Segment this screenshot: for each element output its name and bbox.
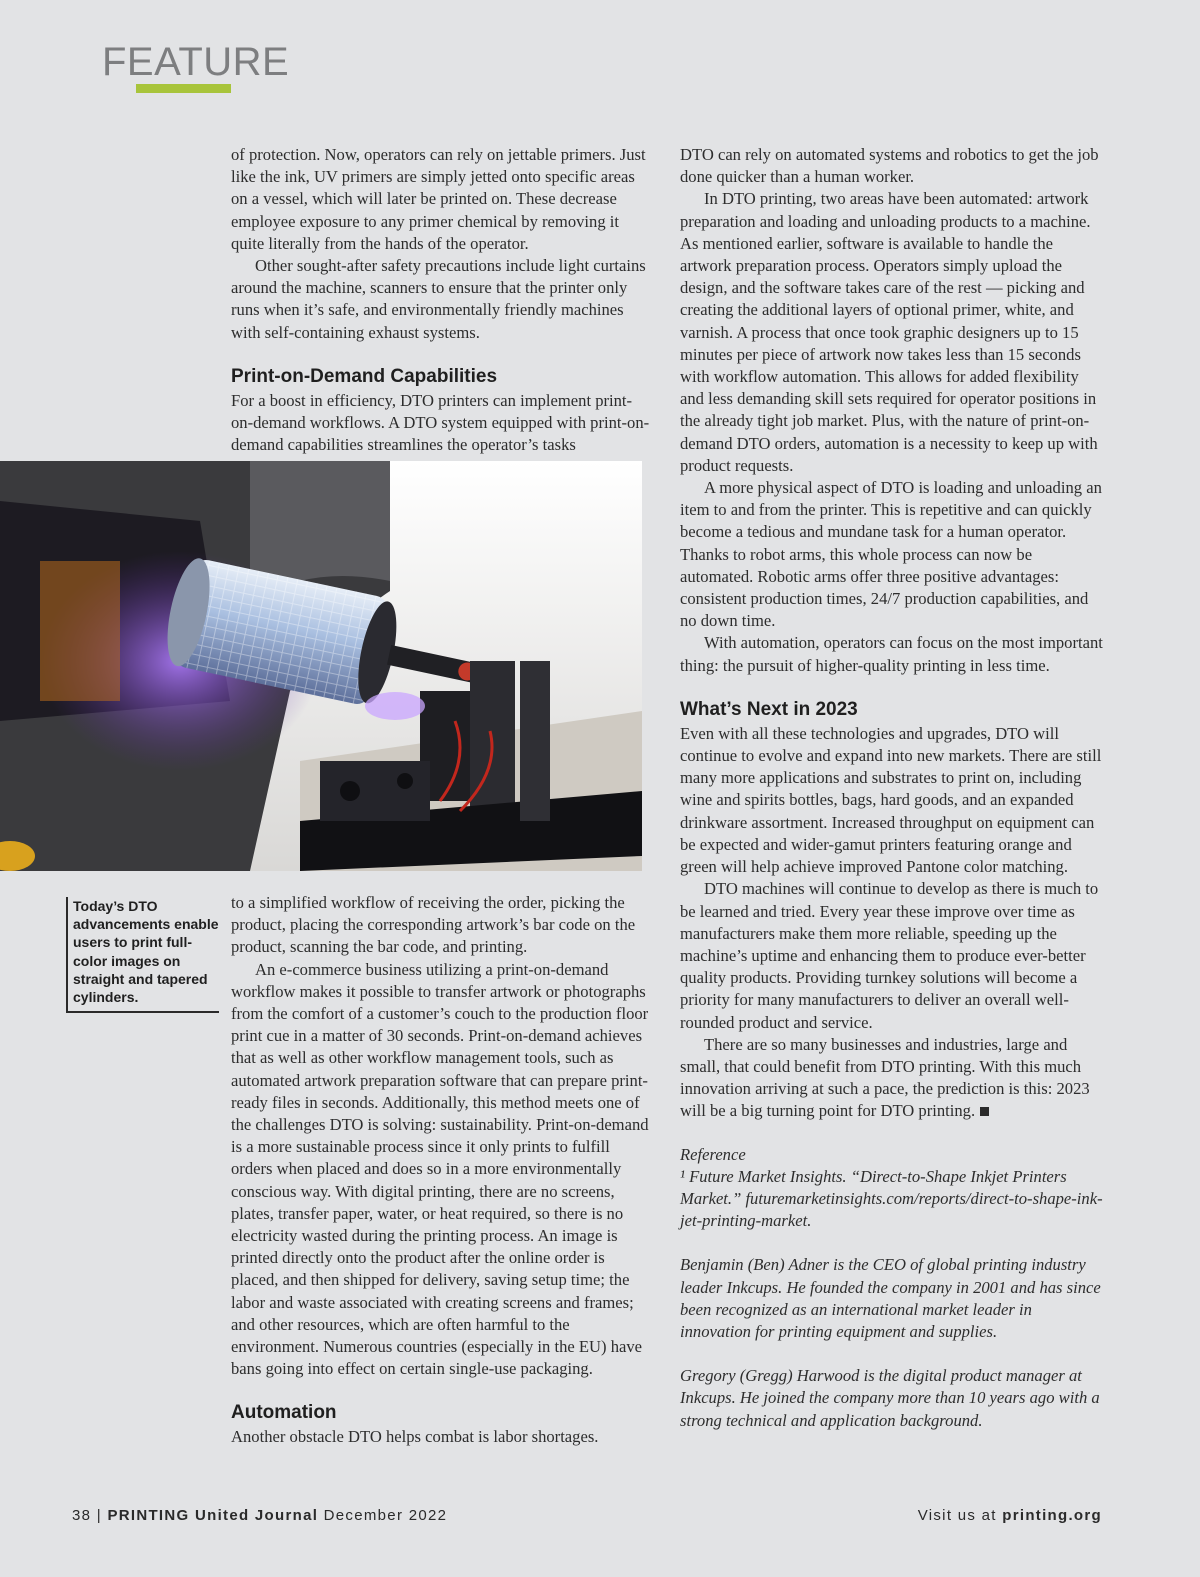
column-left-bottom — [231, 892, 653, 1449]
author-bio: Benjamin (Ben) Adner is the CEO of global printing industry leader Inkcups. He founded the company in 2001 and has since been recognized as an international market leader in innovation for printing equipment and supplies. — [680, 1255, 1101, 1341]
printer-photo — [0, 461, 642, 871]
paragraph: DTO machines will continue to develop as there is much to be learned and tried. Every year these improve over time as manufacturers make them more reliable, speeding up the machine’s uptime and enhancing them to produce ever-better quality products. Providing turnkey solutions will become a priority for many manufacturers to deliver an overall well-rounded product and service. — [680, 879, 1099, 1032]
paragraph: Other sought-after safety precautions include light curtains around the machine, scanners to ensure that the printer only runs when it’s safe, and environmentally friendly machines with self-containing exhaust systems. — [231, 256, 646, 342]
column-left-top — [231, 144, 653, 456]
heading-print-on-demand: Print-on-Demand Capabilities — [231, 365, 498, 387]
page-number: 38 — [72, 1507, 92, 1524]
issue-date: December 2022 — [323, 1507, 448, 1524]
column-right — [680, 144, 1104, 1432]
paragraph-text: There are so many businesses and industries, large and small, that could benefit from DTO printing. With this much innovation arriving at such a pace, the prediction is this: 2023 will be a big turning point for DTO printing. — [680, 1034, 1090, 1121]
paragraph: In DTO printing, two areas have been automated: artwork preparation and loading and unloading products to a machine. As mentioned earlier, software is available to handle the artwork preparation process. Operators simply upload the design, and the software takes care of the rest — picking and creating the additional layers of optional primer, white, and varnish. A process that once took graphic designers up to 15 minutes per piece of artwork now takes less than 15 seconds with workflow automation. This allows for added flexibility and less demanding skill sets required for operator positions in the already tight job market. Plus, with the nature of print-on-demand DTO orders, automation is a necessity to keep up with product requests. — [680, 189, 1098, 475]
reference-text: ¹ Future Market Insights. “Direct-to-Shape Inkjet Printers Market.” futuremarketinsights.com/reports/direct-to-shape-ink-jet-printing-market. — [680, 1166, 1103, 1231]
footer-separator: | — [96, 1507, 102, 1524]
footer-right — [918, 1505, 1102, 1527]
section-accent-bar — [136, 84, 231, 93]
publication-name: PRINTING United Journal — [107, 1507, 319, 1524]
paragraph: of protection. Now, operators can rely on jettable primers. Just like the ink, UV primers are simply jetted onto specific areas on a vessel, which will later be printed on. These decrease employee exposure to any primer chemical by removing it quite literally from the hands of the operator. — [231, 145, 646, 253]
paragraph — [680, 1034, 1104, 1123]
photo-caption: Today’s DTO advancements enable users to print full-color images on straight and tapered cylinders. — [66, 897, 219, 1013]
paragraph: For a boost in efficiency, DTO printers can implement print-on-demand workflows. A DTO system equipped with print-on-demand capabilities streamlines the operator’s tasks — [231, 390, 650, 455]
paragraph: Even with all these technologies and upgrades, DTO will continue to evolve and expand into new markets. There are still many more applications and substrates to print on, including wine and spirits bottles, bags, hard goods, and an expanded drinkware assortment. Increased throughput on equipment can be expected and wider-gamut printers featuring orange and green will help achieve improved Pantone color matching. — [680, 723, 1102, 877]
heading-automation: Automation — [231, 1402, 337, 1424]
reference-title: Reference — [680, 1144, 746, 1164]
paragraph: An e-commerce business utilizing a print-on-demand workflow makes it possible to transfer artwork or photographs from the comfort of a customer’s couch to the production floor print cue in a matter of 30 seconds. Print-on-demand achieves that as well as other workflow management tools, such as automated artwork preparation software that can prepare print-ready files in seconds. Additionally, this method meets one of the challenges DTO is solving: sustainability. Print-on-demand is a more sustainable process since it only prints to fulfill orders when placed and does so in a more environmentally conscious way. With digital printing, there are no screens, plates, transfer paper, water, or heat required, so there is no electricity wasted during the printing process. An image is printed directly onto the product after the online order is placed, and then shipped for delivery, saving setup time; the labor and waste associated with creating screens and frames; and other resources, which are often harmful to the environment. Numerous countries (especially in the EU) have bans going into effect on certain single-use packaging. — [231, 959, 649, 1379]
author-bio: Gregory (Gregg) Harwood is the digital product manager at Inkcups. He joined the company more than 10 years ago with a strong technical and application background. — [680, 1366, 1100, 1430]
paragraph: A more physical aspect of DTO is loading and unloading an item to and from the printer. This is repetitive and can quickly become a tedious and mundane task for a human operator. Thanks to robot arms, this whole process can now be automated. Robotic arms offer three positive advantages: consistent production times, 24/7 production capabilities, and no down time. — [680, 478, 1102, 631]
paragraph: to a simplified workflow of receiving the order, picking the product, placing the corresponding artwork’s bar code on the product, scanning the bar code, and printing. — [231, 893, 636, 957]
paragraph: With automation, operators can focus on the most important thing: the pursuit of higher-quality printing in less time. — [680, 633, 1103, 675]
visit-label: Visit us at — [917, 1507, 997, 1524]
website-link[interactable]: printing.org — [1002, 1507, 1102, 1524]
paragraph: Another obstacle DTO helps combat is labor shortages. — [231, 1427, 599, 1447]
end-of-article-mark — [980, 1107, 989, 1116]
paragraph: DTO can rely on automated systems and robotics to get the job done quicker than a human worker. — [680, 145, 1099, 187]
section-label: FEATURE — [102, 40, 290, 84]
heading-whats-next: What’s Next in 2023 — [680, 698, 858, 720]
footer-left — [72, 1505, 447, 1527]
